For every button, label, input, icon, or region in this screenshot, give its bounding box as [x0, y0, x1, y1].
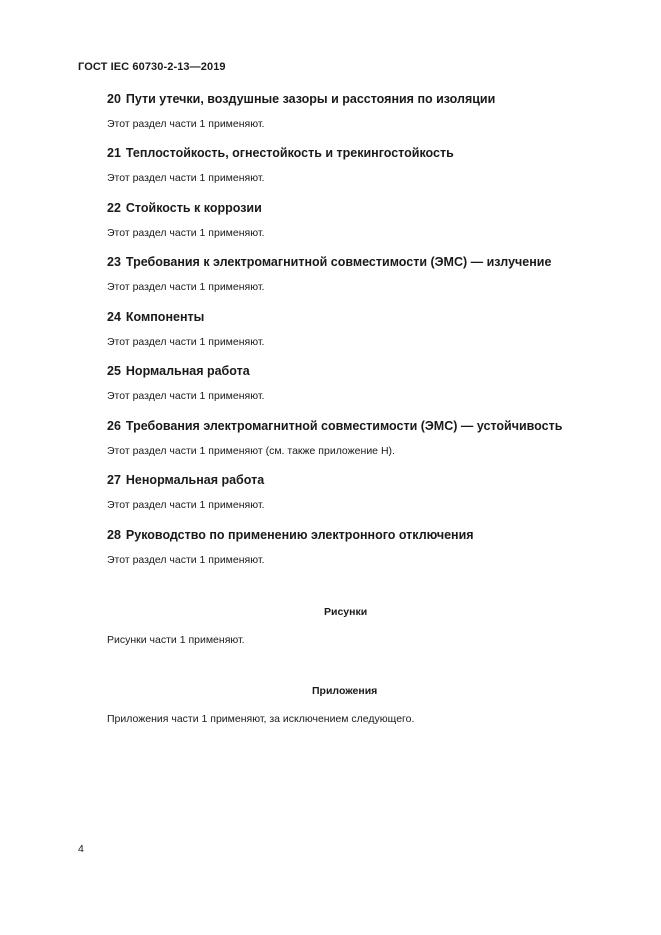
section-heading-28 [107, 528, 474, 542]
section-title: Компоненты [125, 310, 205, 324]
section-number: 23 [107, 255, 121, 269]
annexes-text: Приложения части 1 применяют, за исключением следующего. [107, 713, 415, 725]
section-text-23: Этот раздел части 1 применяют. [107, 281, 265, 293]
section-heading-21 [107, 146, 454, 160]
section-title: Требования к электромагнитной совместимости (ЭМС) — излучение [125, 255, 552, 269]
section-heading-23 [107, 255, 551, 269]
section-title: Руководство по применению электронного отключения [125, 528, 474, 542]
section-number: 25 [107, 364, 121, 378]
section-heading-27 [107, 473, 264, 487]
annexes-heading: Приложения [312, 685, 378, 697]
section-number: 24 [107, 310, 121, 324]
section-heading-26 [107, 419, 562, 433]
section-title: Нормальная работа [125, 364, 250, 378]
section-number: 28 [107, 528, 121, 542]
section-text-26: Этот раздел части 1 применяют (см. также приложение Н). [107, 445, 395, 457]
figures-heading: Рисунки [324, 606, 368, 618]
section-text-21: Этот раздел части 1 применяют. [107, 172, 265, 184]
section-title: Стойкость к коррозии [125, 201, 262, 215]
figures-text: Рисунки части 1 применяют. [107, 634, 245, 646]
section-text-22: Этот раздел части 1 применяют. [107, 227, 265, 239]
page-number: 4 [78, 843, 84, 855]
section-heading-25 [107, 364, 250, 378]
section-text-25: Этот раздел части 1 применяют. [107, 390, 265, 402]
section-text-27: Этот раздел части 1 применяют. [107, 499, 265, 511]
section-text-24: Этот раздел части 1 применяют. [107, 336, 265, 348]
section-number: 21 [107, 146, 121, 160]
section-number: 22 [107, 201, 121, 215]
section-title: Теплостойкость, огнестойкость и трекингостойкость [125, 146, 454, 160]
section-number: 27 [107, 473, 121, 487]
section-text-28: Этот раздел части 1 применяют. [107, 554, 265, 566]
section-text-20: Этот раздел части 1 применяют. [107, 118, 265, 130]
section-title: Ненормальная работа [125, 473, 265, 487]
section-heading-22 [107, 201, 262, 215]
section-heading-20 [107, 92, 495, 106]
section-number: 20 [107, 92, 121, 106]
section-title: Пути утечки, воздушные зазоры и расстояния по изоляции [125, 92, 496, 106]
section-heading-24 [107, 310, 204, 324]
section-title: Требования электромагнитной совместимости (ЭМС) — устойчивость [125, 419, 563, 433]
document-header: ГОСТ IEC 60730-2-13—2019 [78, 61, 226, 73]
section-number: 26 [107, 419, 121, 433]
